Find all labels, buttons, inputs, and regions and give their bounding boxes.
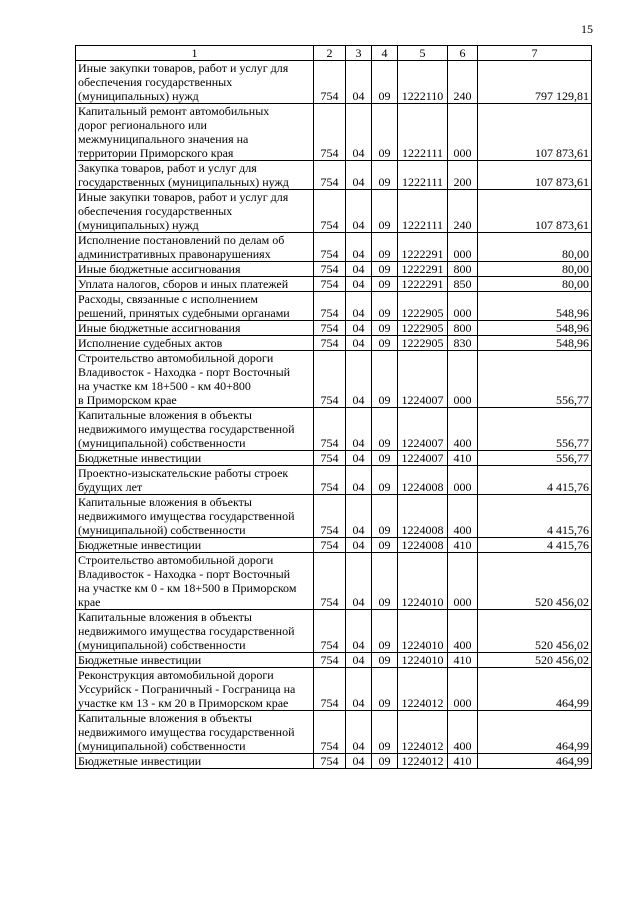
amount-cell: 107 873,61 <box>478 190 592 233</box>
column-header: 3 <box>346 46 372 61</box>
row-name-cell: Капитальные вложения в объекты недвижимого имущества государственной (муниципальной) собственности <box>76 711 314 754</box>
expense-type-cell: 000 <box>448 292 478 321</box>
column-header: 2 <box>314 46 346 61</box>
grbs-code-cell: 754 <box>314 668 346 711</box>
subsection-code-cell: 09 <box>372 711 398 754</box>
table-row <box>76 610 592 653</box>
subsection-code-cell: 09 <box>372 277 398 292</box>
row-name-cell: Реконструкция автомобильной дороги Уссурийск - Пограничный - Госграница на участке км 13 - км 20 в Приморском крае <box>76 668 314 711</box>
table-row <box>76 61 592 104</box>
table-row <box>76 495 592 538</box>
section-code-cell: 04 <box>346 668 372 711</box>
page-number: 15 <box>581 22 593 36</box>
subsection-code-cell: 09 <box>372 233 398 262</box>
expense-type-cell: 000 <box>448 351 478 408</box>
grbs-code-cell: 754 <box>314 190 346 233</box>
target-article-cell: 1224012 <box>398 754 448 769</box>
target-article-cell: 1224012 <box>398 668 448 711</box>
amount-cell: 107 873,61 <box>478 104 592 161</box>
subsection-code-cell: 09 <box>372 336 398 351</box>
expense-type-cell: 800 <box>448 262 478 277</box>
table-row <box>76 711 592 754</box>
target-article-cell: 1222905 <box>398 292 448 321</box>
grbs-code-cell: 754 <box>314 553 346 610</box>
target-article-cell: 1222291 <box>398 262 448 277</box>
section-code-cell: 04 <box>346 754 372 769</box>
subsection-code-cell: 09 <box>372 408 398 451</box>
grbs-code-cell: 754 <box>314 451 346 466</box>
column-header: 4 <box>372 46 398 61</box>
table-header-row <box>76 46 592 61</box>
target-article-cell: 1224010 <box>398 653 448 668</box>
table-row <box>76 262 592 277</box>
section-code-cell: 04 <box>346 292 372 321</box>
row-name-cell: Капитальные вложения в объекты недвижимого имущества государственной (муниципальной) собственности <box>76 408 314 451</box>
amount-cell: 556,77 <box>478 351 592 408</box>
table-row <box>76 408 592 451</box>
table-row <box>76 321 592 336</box>
grbs-code-cell: 754 <box>314 321 346 336</box>
expense-type-cell: 410 <box>448 754 478 769</box>
grbs-code-cell: 754 <box>314 466 346 495</box>
target-article-cell: 1222905 <box>398 336 448 351</box>
expense-type-cell: 000 <box>448 233 478 262</box>
row-name-cell: Капитальные вложения в объекты недвижимого имущества государственной (муниципальной) собственности <box>76 495 314 538</box>
amount-cell: 520 456,02 <box>478 610 592 653</box>
section-code-cell: 04 <box>346 321 372 336</box>
subsection-code-cell: 09 <box>372 104 398 161</box>
table-row <box>76 538 592 553</box>
subsection-code-cell: 09 <box>372 161 398 190</box>
section-code-cell: 04 <box>346 61 372 104</box>
grbs-code-cell: 754 <box>314 61 346 104</box>
expense-type-cell: 000 <box>448 553 478 610</box>
expense-type-cell: 000 <box>448 466 478 495</box>
target-article-cell: 1224008 <box>398 466 448 495</box>
amount-cell: 464,99 <box>478 754 592 769</box>
grbs-code-cell: 754 <box>314 408 346 451</box>
subsection-code-cell: 09 <box>372 538 398 553</box>
target-article-cell: 1224010 <box>398 553 448 610</box>
target-article-cell: 1222111 <box>398 190 448 233</box>
table-row <box>76 466 592 495</box>
subsection-code-cell: 09 <box>372 262 398 277</box>
row-name-cell: Уплата налогов, сборов и иных платежей <box>76 277 314 292</box>
expense-type-cell: 240 <box>448 190 478 233</box>
grbs-code-cell: 754 <box>314 610 346 653</box>
target-article-cell: 1224007 <box>398 451 448 466</box>
section-code-cell: 04 <box>346 351 372 408</box>
target-article-cell: 1224008 <box>398 495 448 538</box>
row-name-cell: Иные бюджетные ассигнования <box>76 262 314 277</box>
column-header: 7 <box>478 46 592 61</box>
subsection-code-cell: 09 <box>372 451 398 466</box>
expense-type-cell: 410 <box>448 653 478 668</box>
expense-type-cell: 400 <box>448 408 478 451</box>
amount-cell: 520 456,02 <box>478 653 592 668</box>
amount-cell: 548,96 <box>478 292 592 321</box>
target-article-cell: 1224007 <box>398 408 448 451</box>
grbs-code-cell: 754 <box>314 262 346 277</box>
row-name-cell: Закупка товаров, работ и услуг для государственных (муниципальных) нужд <box>76 161 314 190</box>
grbs-code-cell: 754 <box>314 754 346 769</box>
section-code-cell: 04 <box>346 408 372 451</box>
expense-type-cell: 400 <box>448 495 478 538</box>
section-code-cell: 04 <box>346 610 372 653</box>
amount-cell: 4 415,76 <box>478 495 592 538</box>
table-row <box>76 190 592 233</box>
grbs-code-cell: 754 <box>314 161 346 190</box>
expense-type-cell: 410 <box>448 451 478 466</box>
section-code-cell: 04 <box>346 233 372 262</box>
target-article-cell: 1222905 <box>398 321 448 336</box>
target-article-cell: 1222291 <box>398 277 448 292</box>
column-header: 6 <box>448 46 478 61</box>
table-row <box>76 451 592 466</box>
target-article-cell: 1222291 <box>398 233 448 262</box>
expense-type-cell: 200 <box>448 161 478 190</box>
amount-cell: 548,96 <box>478 336 592 351</box>
amount-cell: 107 873,61 <box>478 161 592 190</box>
grbs-code-cell: 754 <box>314 104 346 161</box>
row-name-cell: Проектно-изыскательские работы строек будущих лет <box>76 466 314 495</box>
row-name-cell: Капитальные вложения в объекты недвижимого имущества государственной (муниципальной) собственности <box>76 610 314 653</box>
amount-cell: 4 415,76 <box>478 538 592 553</box>
subsection-code-cell: 09 <box>372 61 398 104</box>
section-code-cell: 04 <box>346 553 372 610</box>
table-row <box>76 351 592 408</box>
row-name-cell: Иные бюджетные ассигнования <box>76 321 314 336</box>
subsection-code-cell: 09 <box>372 292 398 321</box>
row-name-cell: Строительство автомобильной дороги Владивосток - Находка - порт Восточный на участке км 18+500 - км 40+800 в Приморском крае <box>76 351 314 408</box>
section-code-cell: 04 <box>346 711 372 754</box>
section-code-cell: 04 <box>346 161 372 190</box>
column-header: 5 <box>398 46 448 61</box>
row-name-cell: Бюджетные инвестиции <box>76 754 314 769</box>
target-article-cell: 1222111 <box>398 104 448 161</box>
section-code-cell: 04 <box>346 190 372 233</box>
expense-type-cell: 240 <box>448 61 478 104</box>
table-row <box>76 668 592 711</box>
section-code-cell: 04 <box>346 538 372 553</box>
expense-type-cell: 800 <box>448 321 478 336</box>
subsection-code-cell: 09 <box>372 190 398 233</box>
expense-type-cell: 000 <box>448 104 478 161</box>
row-name-cell: Исполнение постановлений по делам об административных правонарушениях <box>76 233 314 262</box>
section-code-cell: 04 <box>346 495 372 538</box>
table-row <box>76 553 592 610</box>
target-article-cell: 1224012 <box>398 711 448 754</box>
row-name-cell: Иные закупки товаров, работ и услуг для обеспечения государственных (муниципальных) нужд <box>76 190 314 233</box>
target-article-cell: 1224007 <box>398 351 448 408</box>
column-header: 1 <box>76 46 314 61</box>
section-code-cell: 04 <box>346 653 372 668</box>
target-article-cell: 1224010 <box>398 610 448 653</box>
section-code-cell: 04 <box>346 336 372 351</box>
target-article-cell: 1222110 <box>398 61 448 104</box>
subsection-code-cell: 09 <box>372 466 398 495</box>
subsection-code-cell: 09 <box>372 668 398 711</box>
target-article-cell: 1222111 <box>398 161 448 190</box>
expense-type-cell: 400 <box>448 610 478 653</box>
table-row <box>76 292 592 321</box>
amount-cell: 464,99 <box>478 711 592 754</box>
budget-table <box>75 45 592 769</box>
expense-type-cell: 000 <box>448 668 478 711</box>
expense-type-cell: 830 <box>448 336 478 351</box>
subsection-code-cell: 09 <box>372 495 398 538</box>
grbs-code-cell: 754 <box>314 351 346 408</box>
subsection-code-cell: 09 <box>372 351 398 408</box>
amount-cell: 520 456,02 <box>478 553 592 610</box>
expense-type-cell: 850 <box>448 277 478 292</box>
grbs-code-cell: 754 <box>314 653 346 668</box>
table-row <box>76 277 592 292</box>
section-code-cell: 04 <box>346 277 372 292</box>
table-row <box>76 336 592 351</box>
section-code-cell: 04 <box>346 104 372 161</box>
row-name-cell: Расходы, связанные с исполнением решений, принятых судебными органами <box>76 292 314 321</box>
row-name-cell: Бюджетные инвестиции <box>76 451 314 466</box>
amount-cell: 4 415,76 <box>478 466 592 495</box>
grbs-code-cell: 754 <box>314 277 346 292</box>
amount-cell: 80,00 <box>478 233 592 262</box>
grbs-code-cell: 754 <box>314 495 346 538</box>
row-name-cell: Капитальный ремонт автомобильных дорог регионального или межмуниципального значения на территории Приморского края <box>76 104 314 161</box>
row-name-cell: Исполнение судебных актов <box>76 336 314 351</box>
table-row <box>76 653 592 668</box>
grbs-code-cell: 754 <box>314 711 346 754</box>
table-row <box>76 754 592 769</box>
expense-type-cell: 400 <box>448 711 478 754</box>
section-code-cell: 04 <box>346 466 372 495</box>
row-name-cell: Бюджетные инвестиции <box>76 538 314 553</box>
expense-type-cell: 410 <box>448 538 478 553</box>
amount-cell: 556,77 <box>478 408 592 451</box>
amount-cell: 80,00 <box>478 262 592 277</box>
section-code-cell: 04 <box>346 262 372 277</box>
table-row <box>76 161 592 190</box>
grbs-code-cell: 754 <box>314 538 346 553</box>
table-row <box>76 233 592 262</box>
row-name-cell: Строительство автомобильной дороги Владивосток - Находка - порт Восточный на участке км 0 - км 18+500 в Приморском крае <box>76 553 314 610</box>
grbs-code-cell: 754 <box>314 336 346 351</box>
amount-cell: 80,00 <box>478 277 592 292</box>
grbs-code-cell: 754 <box>314 233 346 262</box>
section-code-cell: 04 <box>346 451 372 466</box>
subsection-code-cell: 09 <box>372 321 398 336</box>
table-row <box>76 104 592 161</box>
subsection-code-cell: 09 <box>372 653 398 668</box>
grbs-code-cell: 754 <box>314 292 346 321</box>
amount-cell: 548,96 <box>478 321 592 336</box>
amount-cell: 556,77 <box>478 451 592 466</box>
subsection-code-cell: 09 <box>372 610 398 653</box>
subsection-code-cell: 09 <box>372 553 398 610</box>
amount-cell: 464,99 <box>478 668 592 711</box>
row-name-cell: Иные закупки товаров, работ и услуг для обеспечения государственных (муниципальных) нужд <box>76 61 314 104</box>
row-name-cell: Бюджетные инвестиции <box>76 653 314 668</box>
subsection-code-cell: 09 <box>372 754 398 769</box>
target-article-cell: 1224008 <box>398 538 448 553</box>
amount-cell: 797 129,81 <box>478 61 592 104</box>
